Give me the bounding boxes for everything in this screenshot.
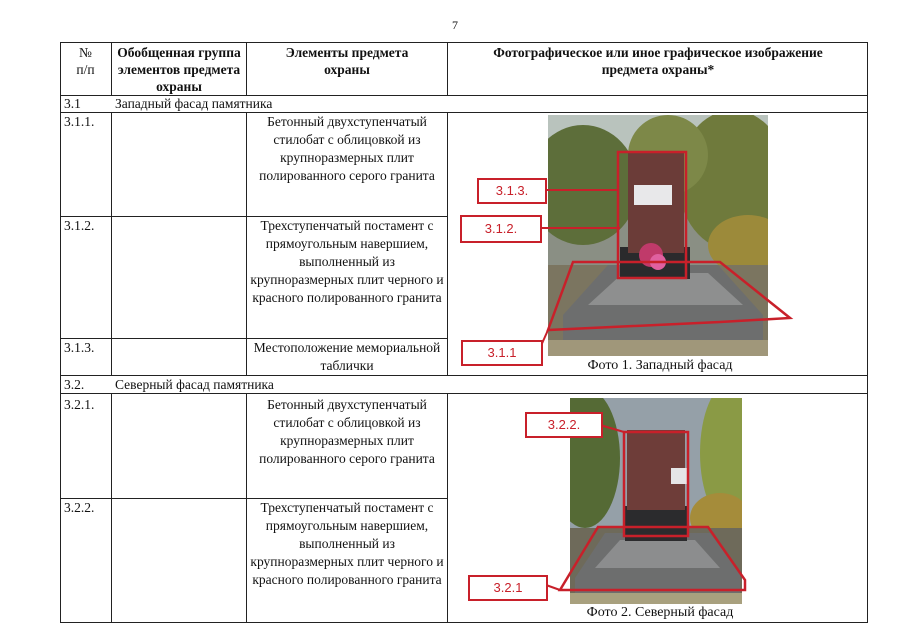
header-elements: Элементы предмета охраны [285,45,409,77]
north-photo-caption: Фото 2. Северный фасад [586,605,734,620]
header-num: № п/п [76,45,95,77]
row-3-1-3-num: 3.1.3. [64,340,95,355]
row-3-2-2-text: Трехступенчатый постамент с прямоугольным навершием, выполненный из крупноразмерных плит черного и красного полированного гранита [250,500,444,587]
tag-3-1-1: 3.1.1 [461,340,543,366]
section2-num: 3.2. [64,377,85,392]
page-number: 7 [452,18,458,32]
row-3-1-1-text: Бетонный двухступенчатый стилобат с облицовкой из крупноразмерных плит полированного серого гранита [259,114,435,183]
row-3-1-2-num: 3.1.2. [64,218,95,233]
tag-3-1-2: 3.1.2. [460,215,542,243]
row-3-2-1-num: 3.2.1. [64,397,95,412]
row-3-1-1-num: 3.1.1. [64,114,95,129]
row-3-1-3-text: Местоположение мемориальной таблички [253,340,441,373]
west-facade-photo [548,115,768,356]
tag-3-2-2: 3.2.2. [525,412,603,438]
row-3-2-2-num: 3.2.2. [64,500,95,515]
header-group: Обобщенная группа элементов предмета охраны [117,45,241,94]
section1-num: 3.1 [64,96,81,111]
tag-3-2-1: 3.2.1 [468,575,548,601]
tag-3-1-3: 3.1.3. [477,178,547,204]
row-3-1-2-text: Трехступенчатый постамент с прямоугольным навершием, выполненный из крупноразмерных плит черного и красного полированного гранита [250,218,444,305]
section2-title: Северный фасад памятника [115,377,274,392]
section1-title: Западный фасад памятника [115,96,273,111]
west-photo-caption: Фото 1. Западный фасад [587,358,733,373]
header-photo: Фотографическое или иное графическое изображение предмета охраны* [493,45,823,77]
row-3-2-1-text: Бетонный двухступенчатый стилобат с облицовкой из крупноразмерных плит полированного серого гранита [259,397,435,466]
